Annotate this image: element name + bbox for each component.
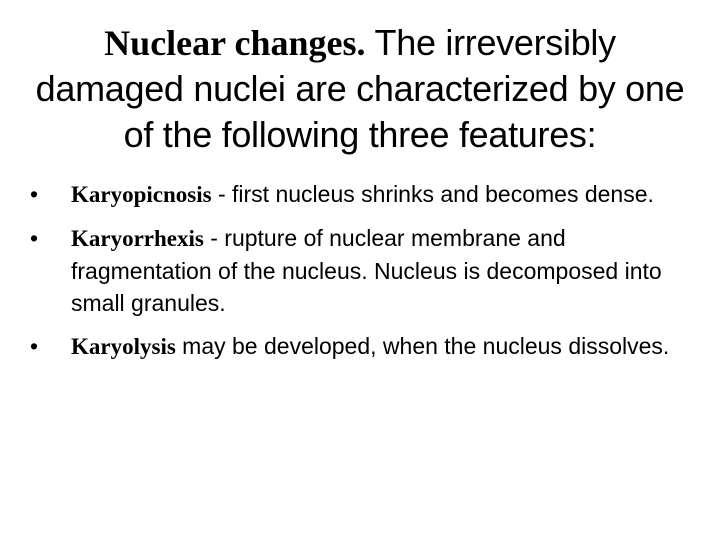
slide-title xyxy=(30,20,690,158)
bullet-text: - rupture of nuclear membrane and fragmentation of the nucleus. Nucleus is decomposed into small granules. xyxy=(71,225,662,316)
bullet-icon: • xyxy=(30,181,39,207)
bullet-item-karyorrhexis xyxy=(28,222,688,319)
bullet-icon: • xyxy=(30,333,39,359)
title-bold-lead: Nuclear changes. xyxy=(104,23,366,63)
bullet-text: - first nucleus shrinks and becomes dense. xyxy=(211,181,654,207)
bullet-term: Karyolysis xyxy=(71,334,176,359)
bullet-item-karyopicnosis xyxy=(28,178,688,211)
bullet-item-karyolysis xyxy=(28,330,688,363)
bullet-text: may be developed, when the nucleus dissolves. xyxy=(175,333,670,359)
bullet-term: Karyorrhexis xyxy=(71,226,204,251)
bullet-term: Karyopicnosis xyxy=(71,182,212,207)
bullet-icon: • xyxy=(30,225,39,251)
bullet-list xyxy=(28,178,688,374)
title-rest: The irreversibly damaged nuclei are characterized by one of the following three features: xyxy=(35,22,685,155)
